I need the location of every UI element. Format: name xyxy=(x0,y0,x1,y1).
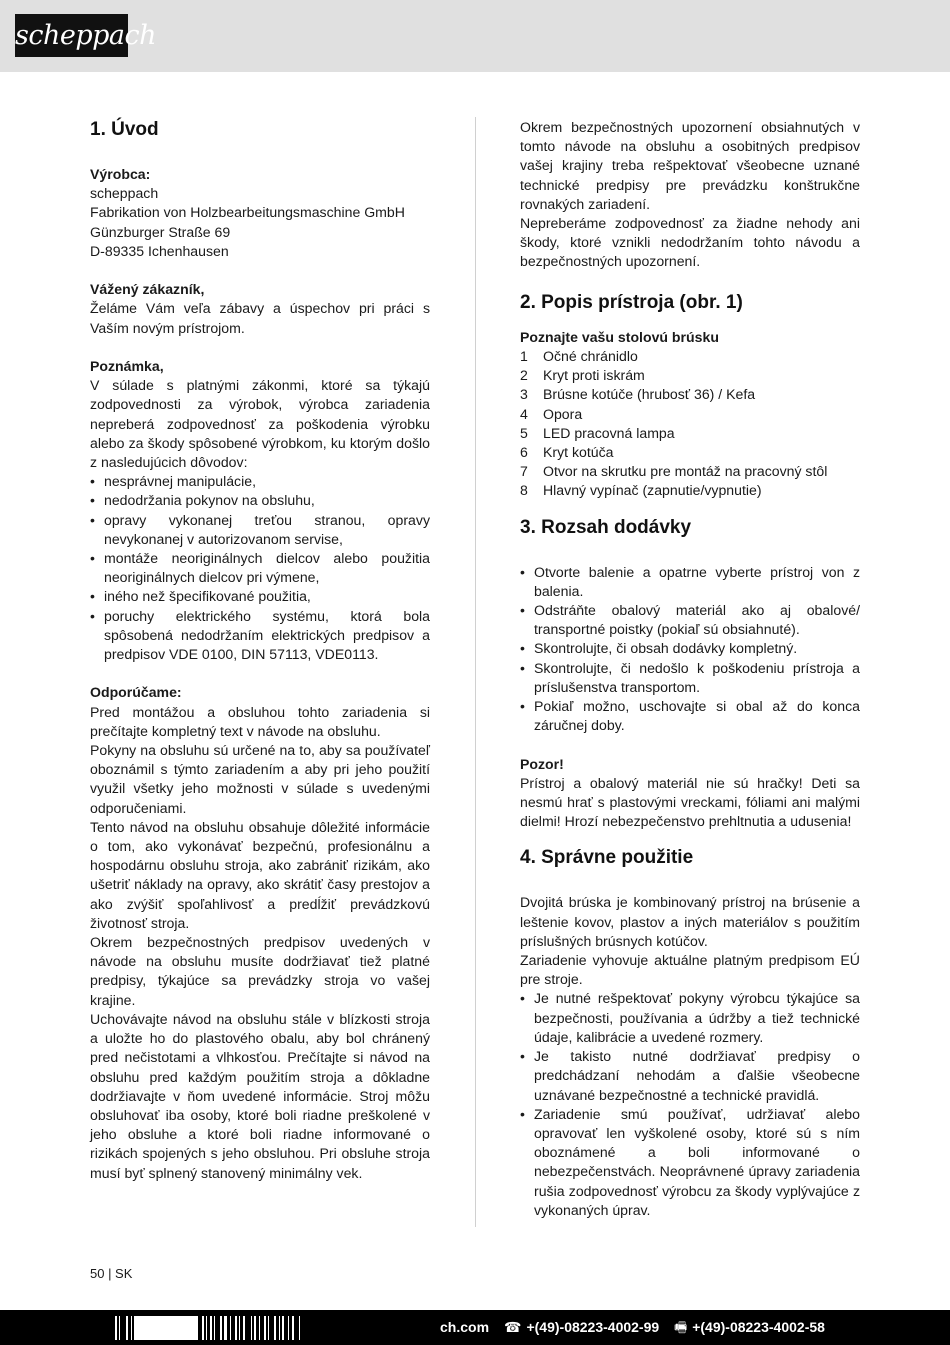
manufacturer-line: Fabrikation von Holzbearbeitungsmaschine GmbH xyxy=(90,204,405,221)
usage-paragraph: Zariadenie vyhovuje aktuálne platným predpisom EÚ pre stroje. xyxy=(520,952,860,988)
usage-list xyxy=(520,989,860,1219)
note-label: Poznámka, xyxy=(90,358,164,374)
manufacturer-line: scheppach xyxy=(90,185,159,202)
right-column xyxy=(520,118,860,1220)
list-item: 5 LED pracovná lampa xyxy=(520,424,675,441)
list-item: 7 Otvor na skrutku pre montáž na pracovný stôl xyxy=(520,463,828,480)
recommend-paragraph: Pred montážou a obsluhou tohto zariadenia si prečítajte kompletný text v návode na obsluhu. xyxy=(90,703,430,739)
page-number: 50 | SK xyxy=(90,1266,133,1281)
list-item: • Odstráňte obalový materiál ako aj obalové/ transportné poistky (pokiaľ sú obsiahnuté). xyxy=(520,601,860,639)
recommend-paragraph: Uchovávajte návod na obsluhu stále v blízkosti stroja a uložte ho do plastového obalu, aby bol chránený pred nečistotami a vlhkosťou. Prečítajte si návod na obsluhu pred každým použitím stroja a dôkladne dodržiavajte v ňom uvedené informácie. Stroj môžu obsluhovať iba osoby, ktoré boli riadne preškolené v jeho obsluhe a ktoré boli riadne informované o rizikách spojených s jeho obsluhou. Pri obsluhe stroja musí byť splnený stanovený minimálny vek. xyxy=(90,1010,430,1181)
footer-website: ch.com xyxy=(440,1319,490,1335)
recommend-paragraph: Okrem bezpečnostných predpisov uvedených v návode na obsluhu musíte dodržiavať tiež platné predpisy, týkajúce sa prevádzky stroja vo vašej krajine. xyxy=(90,934,430,1008)
column-divider xyxy=(475,117,476,1227)
list-item: 4 Opora xyxy=(520,405,583,422)
fax-icon: 🖷 xyxy=(674,1319,688,1335)
recommend-label: Odporúčame: xyxy=(90,684,182,701)
recommend-paragraph: Pokyny na obsluhu sú určené na to, aby sa používateľ oboznámil s týmto zariadením a aby pri jeho použití využil všetky jeho možnosti v súlade s uvedenými odporučeniami. xyxy=(90,742,430,816)
footer-fax: 🖷 +(49)-08223-4002-58 xyxy=(674,1319,825,1335)
list-item: • Je nutné rešpektovať pokyny výrobcu týkajúce sa bezpečnosti, používania a údržby a tiež technické údaje, kalibrácie a uvedené rozmery. xyxy=(520,989,860,1047)
safety-paragraph: Nepreberáme zodpovednosť za žiadne nehody ani škody, ktoré vznikli nedodržaním tohto návodu a bezpečnostných upozornení. xyxy=(520,215,860,270)
list-item: • opravy vykonanej treťou stranou, opravy nevykonanej v autorizovanom servise, xyxy=(90,511,430,549)
page-footer xyxy=(0,1310,950,1345)
list-item: • poruchy elektrického systému, ktorá bola spôsobená nedodržaním elektrických predpisov a predpisov VDE 0100, DIN 57113, VDE0113. xyxy=(90,607,430,665)
list-item: 2 Kryt proti iskrám xyxy=(520,367,645,384)
list-item: • montáže neoriginálnych dielcov alebo použitia neoriginálnych dielcov pri výmene, xyxy=(90,549,430,587)
warning-label: Pozor! xyxy=(520,755,564,772)
list-item: 1 Očné chránidlo xyxy=(520,348,638,365)
note-list xyxy=(90,472,430,664)
list-item: 8 Hlavný vypínač (zapnutie/vypnutie) xyxy=(520,482,762,499)
parts-list xyxy=(520,347,860,501)
section-title-delivery: 3. Rozsah dodávky xyxy=(520,516,692,538)
customer-label: Vážený zákazník, xyxy=(90,281,205,298)
list-item: • nesprávnej manipulácie, xyxy=(90,472,430,491)
list-item: • Pokiaľ možno, uschovajte si obal až do konca záručnej doby. xyxy=(520,697,860,735)
delivery-list xyxy=(520,563,860,736)
recommend-paragraph: Tento návod na obsluhu obsahuje dôležité informácie o tom, ako vykonávať bezpečnú, profesionálnu a hospodárnu obsluhu stroja, ako zabrániť rizikám, ako ušetriť náklady na opravy, ako skrátiť časy prestojov a ako zvýšiť spoľahlivosť a predĺžiť prevádzkovú životnosť stroja. xyxy=(90,818,430,931)
barcode-graphic xyxy=(115,1316,445,1340)
warning-text: Prístroj a obalový materiál nie sú hračky! Deti sa nesmú hrať s plastovými vreckami, fóliami ani malými dielmi! Hrozí nebezpečenstvo prehltnutia a udusenia! xyxy=(520,774,860,830)
list-item: • nedodržania pokynov na obsluhu, xyxy=(90,491,430,510)
parts-label: Poznajte vašu stolovú brúsku xyxy=(520,328,719,345)
manufacturer-line: Günzburger Straße 69 xyxy=(90,223,231,240)
page-header xyxy=(0,0,950,72)
phone-icon: ☎ xyxy=(504,1319,522,1335)
scheppach-logo: scheppach xyxy=(15,14,128,57)
manufacturer-line: D-89335 Ichenhausen xyxy=(90,242,229,259)
list-item: 6 Kryt kotúča xyxy=(520,444,614,461)
usage-paragraph: Dvojitá brúska je kombinovaný prístroj na brúsenie a leštenie kovov, plastov a iných materiálov s použitím príslušných brúsnych kotúčov. xyxy=(520,894,860,949)
list-item: 3 Brúsne kotúče (hrubosť 36) / Kefa xyxy=(520,386,756,403)
section-title-description: 2. Popis prístroja (obr. 1) xyxy=(520,291,743,313)
list-item: • Skontrolujte, či obsah dodávky kompletný. xyxy=(520,639,860,658)
customer-text: Želáme Vám veľa zábavy a úspechov pri práci s Vaším novým prístrojom. xyxy=(90,300,430,336)
list-item: • Skontrolujte, či nedošlo k poškodeniu prístroja a príslušenstva transportom. xyxy=(520,659,860,697)
section-title-usage: 4. Správne použitie xyxy=(520,847,694,869)
safety-paragraph: Okrem bezpečnostných upozornení obsiahnutých v tomto návode na obsluhu a osobitných predpisov vašej krajiny treba rešpektovať všeobecne uznané technické predpisy pre prevádzku konštrukčne rovnakých zariadení. xyxy=(520,119,860,212)
manufacturer-label: Výrobca: xyxy=(90,166,151,182)
left-column xyxy=(90,118,430,1183)
list-item: • Je takisto nutné dodržiavať predpisy o predchádzaní nehodám a ďalšie všeobecne uznávané bezpečnostné a technické pravidlá. xyxy=(520,1047,860,1105)
section-title-intro: 1. Úvod xyxy=(90,119,159,140)
note-text: V súlade s platnými zákonmi, ktoré sa týkajú zodpovednosti za výrobok, výrobca zariadenia nepreberá zodpovednosť za poškodenia výrobku alebo za škody spôsobené výrobkom, ku ktorým došlo z nasledujúcich dôvodov: xyxy=(90,377,430,471)
footer-phone: ☎ +(49)-08223-4002-99 xyxy=(504,1319,660,1335)
list-item: • Zariadenie smú používať, udržiavať alebo opravovať len vyškolené osoby, ktoré sú s ním oboznámené a boli informované o nebezpečenstvách. Neoprávnené úpravy zariadenia rušia zodpovednosť výrobcu za škody vyplývajúce z vykonaných úprav. xyxy=(520,1105,860,1220)
list-item: • Otvorte balenie a opatrne vyberte prístroj von z balenia. xyxy=(520,563,860,601)
list-item: • iného než špecifikované použitia, xyxy=(90,587,430,606)
